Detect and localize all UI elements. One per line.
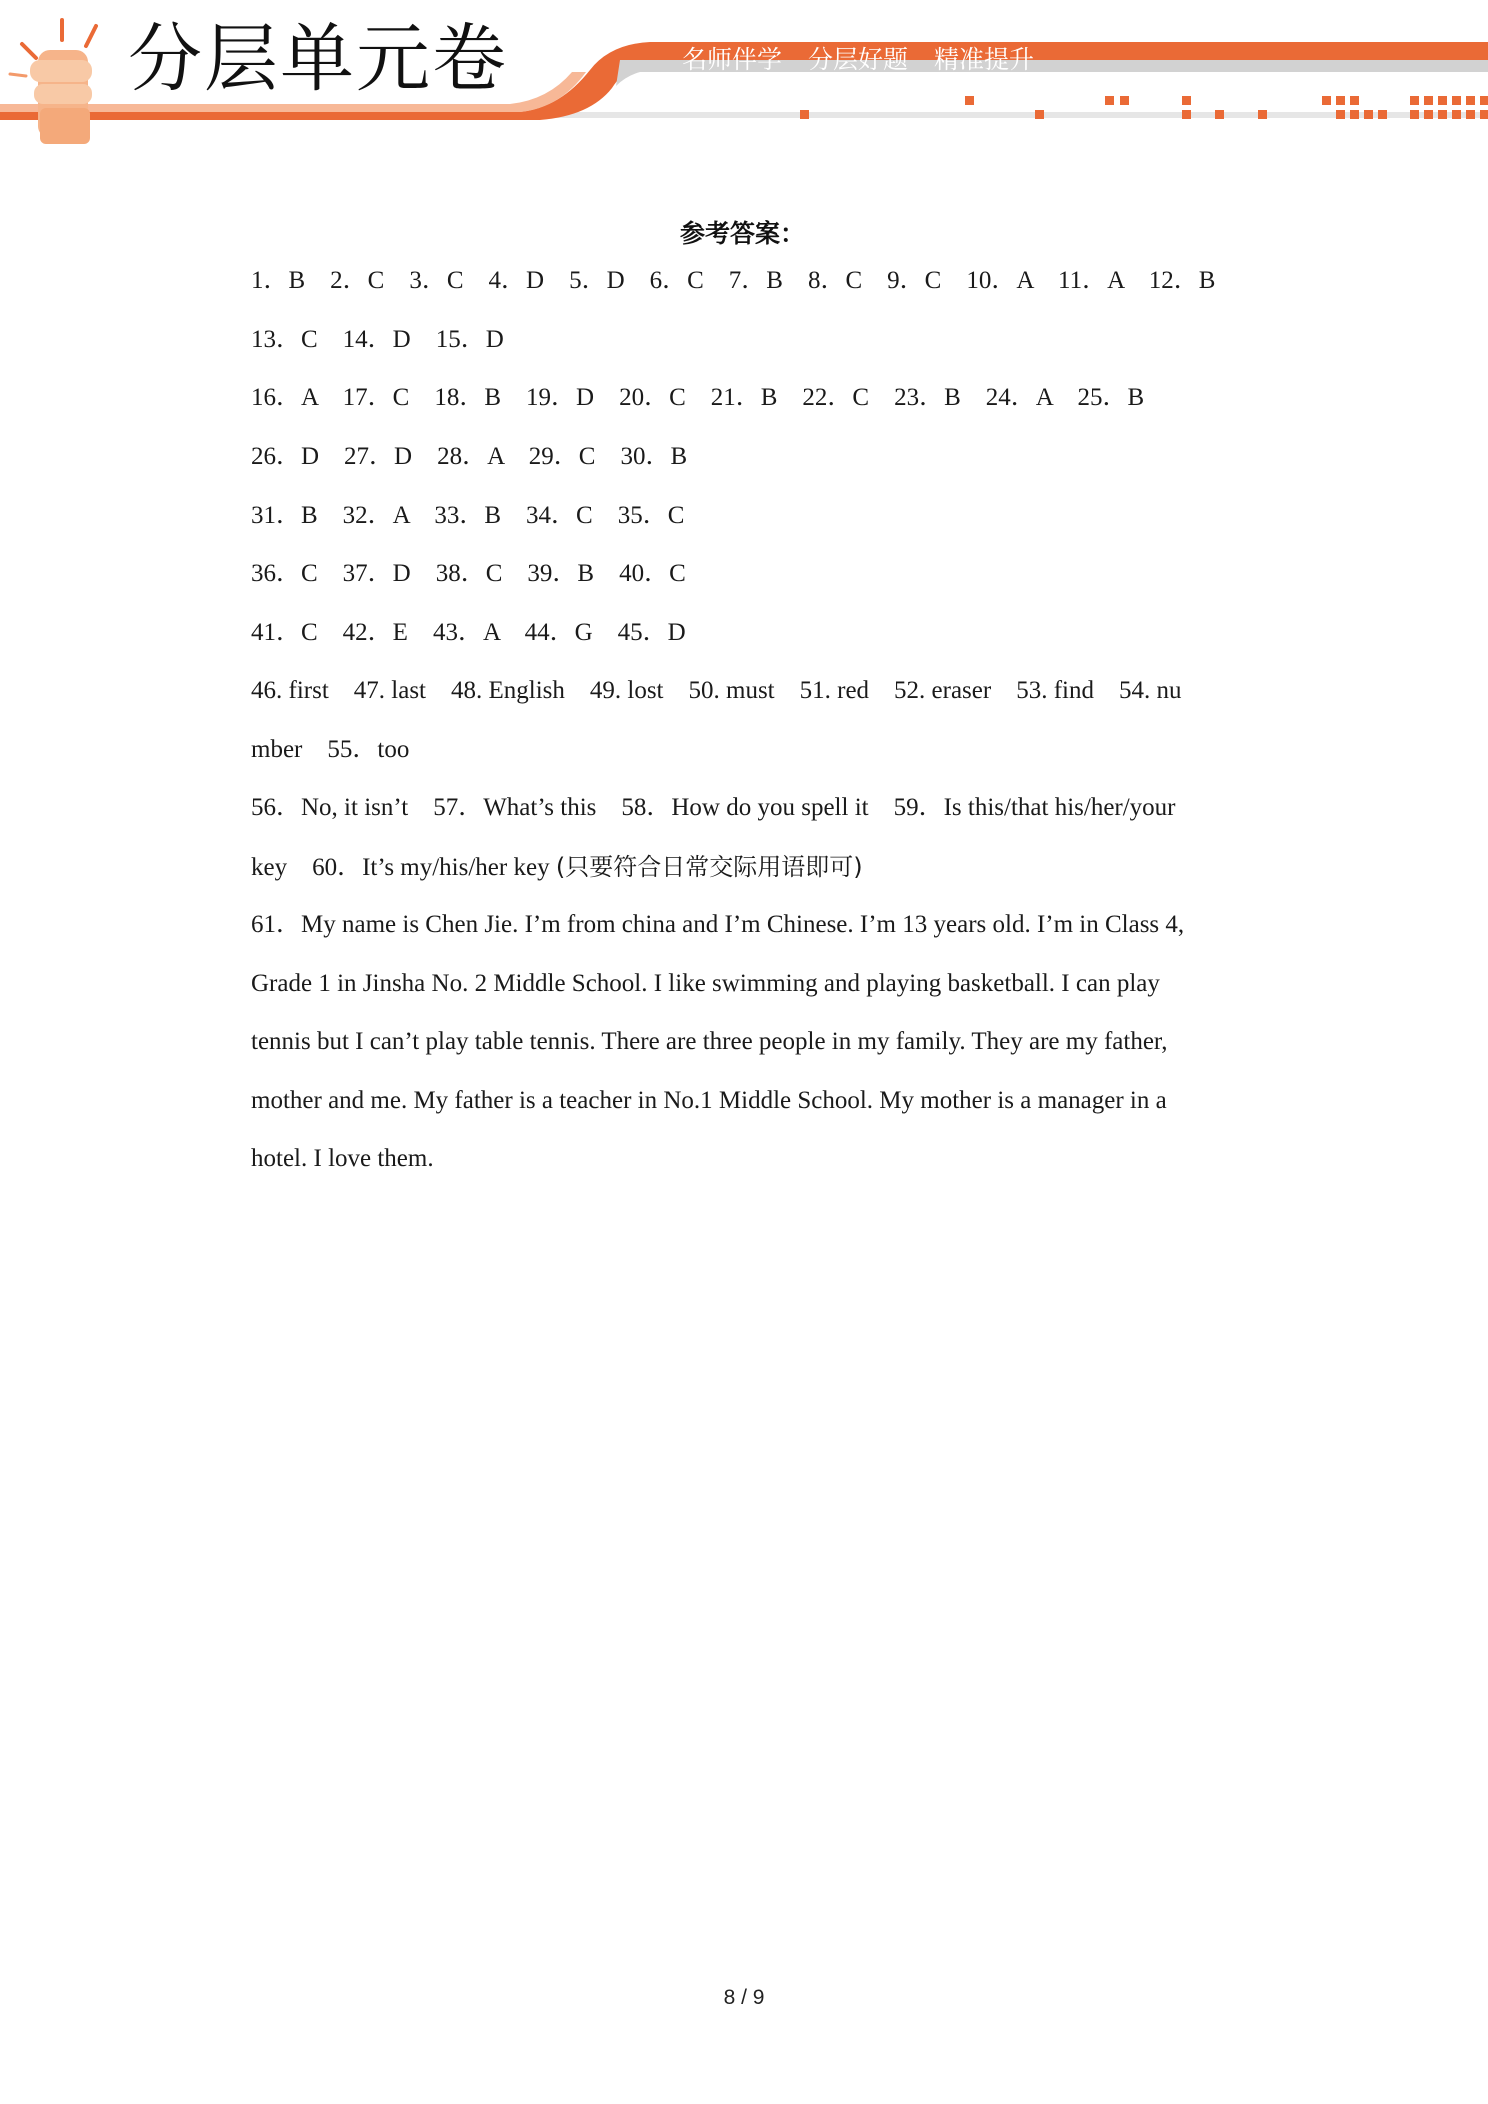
page-number: 8 / 9 xyxy=(723,1986,765,2009)
answer-line: 26．D 27．D 28．A 29．C 30．B xyxy=(251,443,688,470)
answer-line-60 xyxy=(251,852,863,882)
slogan-bar xyxy=(682,44,1034,76)
answer-line: mother and me. My father is a teacher in No.1 Middle School. My mother is a manager in a xyxy=(251,1087,1167,1114)
answer-line: 61．My name is Chen Jie. I’m from china and I’m Chinese. I’m 13 years old. I’m in Class 4, xyxy=(251,911,1185,938)
answer-line: mber 55．too xyxy=(251,736,410,763)
slogan-item: 精准提升 xyxy=(934,45,1035,74)
answer-line: hotel. I love them. xyxy=(251,1145,434,1172)
answer-line: 16．A 17．C 18．B 19．D 20．C 21．B 22．C 23．B 24．A 25．B xyxy=(251,384,1145,411)
page-header xyxy=(0,0,1488,150)
answer-note: (只要符合日常交际用语即可) xyxy=(555,853,863,881)
answer-line: 56．No, it isn’t 57．What’s this 58．How do you spell it 59．Is this/that his/her/your xyxy=(251,794,1176,821)
answer-line: Grade 1 in Jinsha No. 2 Middle School. I like swimming and playing basketball. I can play xyxy=(251,970,1160,997)
slogan-item: 名师伴学 xyxy=(682,45,783,74)
answers-title: 参考答案： xyxy=(680,219,806,248)
slogan-item: 分层好题 xyxy=(808,45,909,74)
answer-line: 36．C 37．D 38．C 39．B 40．C xyxy=(251,560,686,587)
answer-line: 31．B 32．A 33．B 34．C 35．C xyxy=(251,502,685,529)
answer-line: 46. first 47. last 48. English 49. lost 50. must 51. red 52. eraser 53. find 54. nu xyxy=(251,677,1182,704)
brand-title: 分层单元卷 xyxy=(128,16,508,102)
answer-line: 41．C 42．E 43．A 44．G 45．D xyxy=(251,619,686,646)
answer-line: tennis but I can’t play table tennis. There are three people in my family. They are my father, xyxy=(251,1028,1168,1055)
answer-text: key 60．It’s my/his/her key xyxy=(251,854,556,881)
fist-icon xyxy=(10,20,96,144)
answer-line: 1．B 2．C 3．C 4．D 5．D 6．C 7．B 8．C 9．C 10．A 11．A 12．B xyxy=(251,267,1216,294)
answer-line: 13．C 14．D 15．D xyxy=(251,326,504,353)
